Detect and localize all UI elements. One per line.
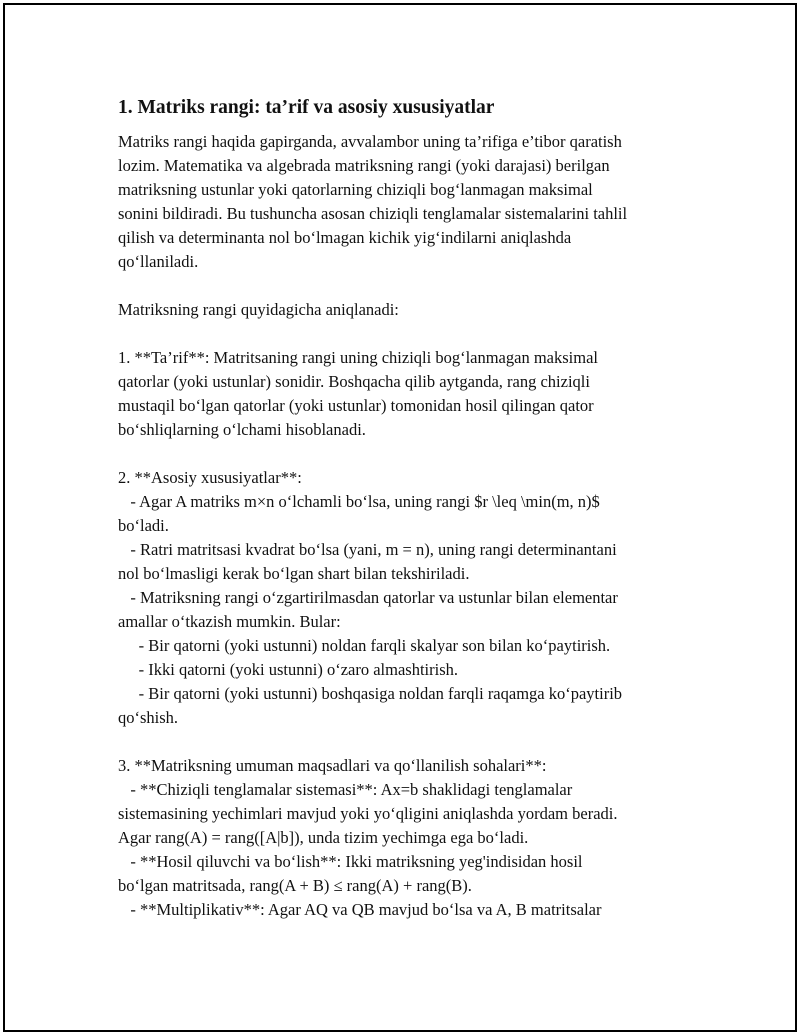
document-content xyxy=(118,96,688,922)
document-body: Matriks rangi haqida gapirganda, avvalambor uning ta’rifiga e’tibor qaratish lozim. Matematika va algebrada matriksning rangi (yoki darajasi) berilgan matriksning ustunlar yoki qatorlarning chiziqli bog‘lanmagan maksimal sonini bildiradi. Bu tushuncha asosan chiziqli tenglamalar sistemalarini tahlil qilish va determinanta nol bo‘lmagan kichik yig‘indilarni aniqlashda qo‘llaniladi. Matriksning rangi quyidagicha aniqlanadi: 1. **Ta’rif**: Matritsaning rangi uning chiziqli bog‘lanmagan maksimal qatorlar (yoki ustunlar) sonidir. Boshqacha qilib aytganda, rang chiziqli mustaqil bo‘lgan qatorlar (yoki ustunlar) tomonidan hosil qilingan qator bo‘shliqlarning o‘lchami hisoblanadi. 2. **Asosiy xususiyatlar**: - Agar A matriks m×n o‘lchamli bo‘lsa, uning rangi $r \leq \min(m, n)$ bo‘ladi. - Ratri matritsasi kvadrat bo‘lsa (yani, m = n), uning rangi determinantani nol bo‘lmasligi kerak bo‘lgan shart bilan tekshiriladi. - Matriksning rangi o‘zgartirilmasdan qatorlar va ustunlar bilan elementar amallar o‘tkazish mumkin. Bular: - Bir qatorni (yoki ustunni) noldan farqli skalyar son bilan ko‘paytirish. - Ikki qatorni (yoki ustunni) o‘zaro almashtirish. - Bir qatorni (yoki ustunni) boshqasiga noldan farqli raqamga ko‘paytirib qo‘shish. 3. **Matriksning umuman maqsadlari va qo‘llanilish sohalari**: - **Chiziqli tenglamalar sistemasi**: Ax=b shaklidagi tenglamalar sistemasining yechimlari mavjud yoki yo‘qligini aniqlashda yordam beradi. Agar rang(A) = rang([A|b]), unda tizim yechimga ega bo‘ladi. - **Hosil qiluvchi va bo‘lish**: Ikki matriksning yeg'indisidan hosil bo‘lgan matritsada, rang(A + B) ≤ rang(A) + rang(B). - **Multiplikativ**: Agar AQ va QB mavjud bo‘lsa va A, B matritsalar xyxy=(118,132,628,919)
section-heading: 1. Matriks rangi: ta’rif va asosiy xususiyatlar xyxy=(118,97,495,118)
